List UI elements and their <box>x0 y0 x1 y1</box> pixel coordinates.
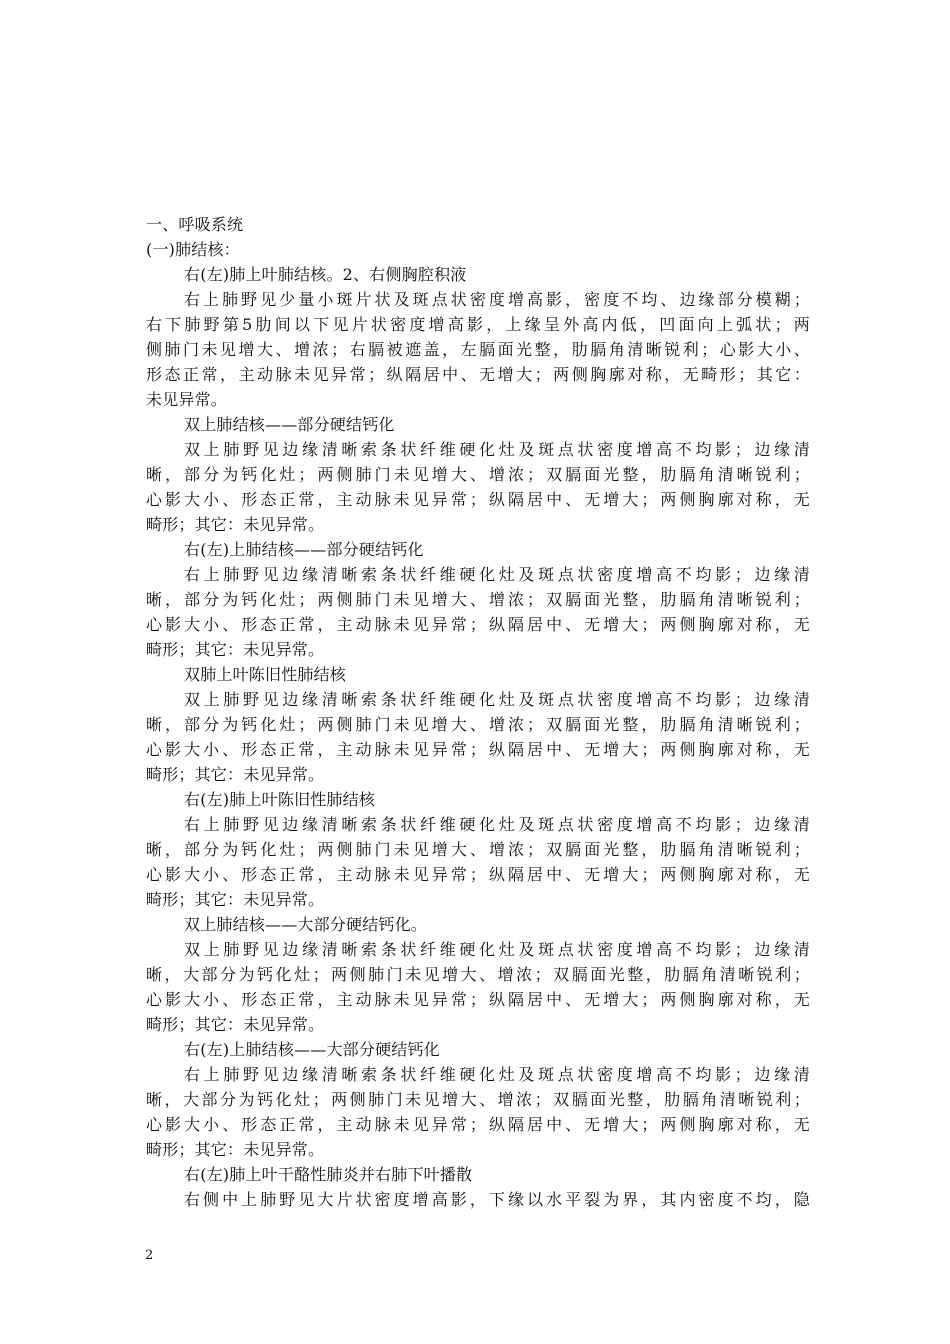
diagnosis-title: 双上肺结核——大部分硬结钙化。 <box>184 915 428 934</box>
report-line: 右上肺野见边缘清晰索条状纤维硬化灶及斑点状密度增高不均影；边缘清 <box>184 565 810 584</box>
report-line: 晰，部分为钙化灶；两侧肺门未见增大、增浓；双膈面光整，肋膈角清晰锐利； <box>146 715 810 734</box>
report-line: 形态正常，主动脉未见异常；纵隔居中、无增大；两侧胸廓对称，无畸形；其它： <box>146 365 810 384</box>
subsection-heading: (一)肺结核： <box>146 240 240 259</box>
diagnosis-title: 双肺上叶陈旧性肺结核 <box>184 665 347 684</box>
report-line: 未见异常。 <box>146 390 228 409</box>
report-line: 心影大小、形态正常，主动脉未见异常；纵隔居中、无增大；两侧胸廓对称，无 <box>146 1115 810 1134</box>
report-line: 畸形；其它：未见异常。 <box>146 640 325 659</box>
report-line: 晰，大部分为钙化灶；两侧肺门未见增大、增浓；双膈面光整，肋膈角清晰锐利； <box>146 1090 810 1109</box>
report-line: 双上肺野见边缘清晰索条状纤维硬化灶及斑点状密度增高不均影；边缘清 <box>184 940 810 959</box>
report-line: 畸形；其它：未见异常。 <box>146 890 325 909</box>
report-line: 心影大小、形态正常，主动脉未见异常；纵隔居中、无增大；两侧胸廓对称，无 <box>146 615 810 634</box>
report-line: 心影大小、形态正常，主动脉未见异常；纵隔居中、无增大；两侧胸廓对称，无 <box>146 990 810 1009</box>
report-line: 右下肺野第5肋间以下见片状密度增高影，上缘呈外高内低，凹面向上弧状；两 <box>146 315 810 334</box>
report-line: 侧肺门未见增大、增浓；右膈被遮盖，左膈面光整，肋膈角清晰锐利；心影大小、 <box>146 340 810 359</box>
report-line: 右上肺野见边缘清晰索条状纤维硬化灶及斑点状密度增高不均影；边缘清 <box>184 815 810 834</box>
report-line: 畸形；其它：未见异常。 <box>146 1140 325 1159</box>
report-line: 右上肺野见少量小斑片状及斑点状密度增高影，密度不均、边缘部分模糊； <box>184 290 810 309</box>
report-line: 双上肺野见边缘清晰索条状纤维硬化灶及斑点状密度增高不均影；边缘清 <box>184 690 810 709</box>
diagnosis-title: 右(左)肺上叶干酪性肺炎并右肺下叶播散 <box>184 1165 473 1184</box>
report-line: 双上肺野见边缘清晰索条状纤维硬化灶及斑点状密度增高不均影；边缘清 <box>184 440 810 459</box>
report-line: 右上肺野见边缘清晰索条状纤维硬化灶及斑点状密度增高不均影；边缘清 <box>184 1065 810 1084</box>
document-body <box>146 212 810 1212</box>
page-number: 2 <box>145 1248 154 1263</box>
report-line: 晰，部分为钙化灶；两侧肺门未见增大、增浓；双膈面光整，肋膈角清晰锐利； <box>146 840 810 859</box>
diagnosis-title: 右(左)上肺结核——大部分硬结钙化 <box>184 1040 440 1059</box>
report-line: 晰，部分为钙化灶；两侧肺门未见增大、增浓；双膈面光整，肋膈角清晰锐利； <box>146 590 810 609</box>
report-line: 畸形；其它：未见异常。 <box>146 765 325 784</box>
section-heading: 一、呼吸系统 <box>146 215 244 234</box>
report-line: 心影大小、形态正常，主动脉未见异常；纵隔居中、无增大；两侧胸廓对称，无 <box>146 865 810 884</box>
report-line: 心影大小、形态正常，主动脉未见异常；纵隔居中、无增大；两侧胸廓对称，无 <box>146 740 810 759</box>
report-line: 心影大小、形态正常，主动脉未见异常；纵隔居中、无增大；两侧胸廓对称，无 <box>146 490 810 509</box>
report-line: 右侧中上肺野见大片状密度增高影，下缘以水平裂为界，其内密度不均，隐 <box>184 1190 810 1209</box>
report-line: 畸形；其它：未见异常。 <box>146 1015 325 1034</box>
diagnosis-title: 右(左)肺上叶陈旧性肺结核 <box>184 790 376 809</box>
diagnosis-title: 双上肺结核——部分硬结钙化 <box>184 415 395 434</box>
report-line: 晰，部分为钙化灶；两侧肺门未见增大、增浓；双膈面光整，肋膈角清晰锐利； <box>146 465 810 484</box>
diagnosis-title: 右(左)上肺结核——部分硬结钙化 <box>184 540 424 559</box>
report-line: 晰，大部分为钙化灶；两侧肺门未见增大、增浓；双膈面光整，肋膈角清晰锐利； <box>146 965 810 984</box>
report-line: 畸形；其它：未见异常。 <box>146 515 325 534</box>
diagnosis-title: 右(左)肺上叶肺结核。2、右侧胸腔积液 <box>184 265 467 284</box>
